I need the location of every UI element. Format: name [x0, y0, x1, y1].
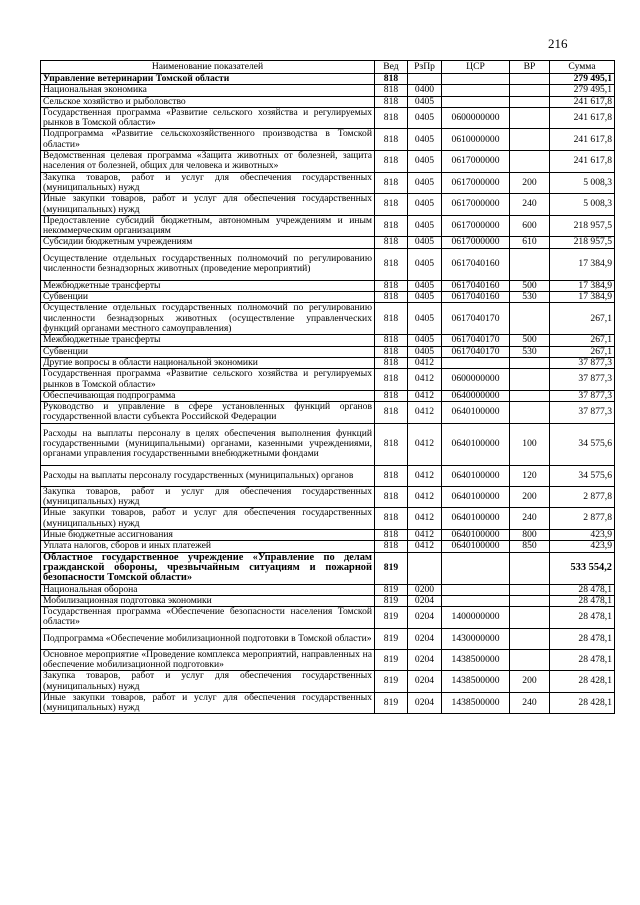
row-vr: 530 [510, 292, 550, 303]
row-rzpr: 0412 [408, 529, 442, 540]
row-csr: 0617000000 [442, 151, 510, 173]
row-ved: 818 [375, 369, 408, 391]
row-ved: 818 [375, 96, 408, 107]
table-row [41, 172, 615, 194]
row-name: Сельское хозяйство и рыболовство [41, 96, 375, 107]
row-csr: 0617040160 [442, 280, 510, 291]
row-ved: 818 [375, 215, 408, 237]
table-row [41, 357, 615, 368]
row-vr: 240 [510, 508, 550, 530]
row-name: Закупка товаров, работ и услуг для обеспечения государственных (муниципальных) нужд [41, 671, 375, 693]
row-ved: 818 [375, 172, 408, 194]
row-ved: 818 [375, 402, 408, 424]
row-rzpr: 0405 [408, 346, 442, 357]
row-name: Расходы на выплаты персоналу государственных (муниципальных) органов [41, 465, 375, 486]
row-vr [510, 607, 550, 629]
row-rzpr: 0204 [408, 595, 442, 606]
row-ved: 818 [375, 335, 408, 346]
row-sum: 423,9 [550, 541, 615, 552]
row-name: Закупка товаров, работ и услуг для обеспечения государственных (муниципальных) нужд [41, 172, 375, 194]
table-row [41, 303, 615, 335]
row-rzpr: 0204 [408, 692, 442, 714]
table-row [41, 671, 615, 693]
table-row [41, 529, 615, 540]
row-name: Предоставление субсидий бюджетным, автономным учреждениям и иным некоммерческим организациям [41, 215, 375, 237]
row-vr [510, 649, 550, 671]
row-rzpr: 0405 [408, 237, 442, 248]
row-vr: 200 [510, 486, 550, 508]
row-name: Областное государственное учреждение «Управление по делам гражданской обороны, чрезвычайным ситуациям и пожарной безопасности Томской области» [41, 552, 375, 584]
row-ved: 818 [375, 423, 408, 465]
table-row [41, 151, 615, 173]
row-csr: 0617000000 [442, 194, 510, 216]
row-vr: 240 [510, 692, 550, 714]
row-rzpr [408, 552, 442, 584]
row-rzpr: 0405 [408, 96, 442, 107]
row-vr [510, 552, 550, 584]
row-rzpr: 0412 [408, 390, 442, 401]
row-csr: 0640100000 [442, 508, 510, 530]
row-name: Субсидии бюджетным учреждениям [41, 237, 375, 248]
row-vr [510, 107, 550, 129]
row-vr [510, 628, 550, 649]
row-ved: 818 [375, 151, 408, 173]
row-ved: 818 [375, 303, 408, 335]
row-name: Государственная программа «Обеспечение безопасности населения Томской области» [41, 607, 375, 629]
row-ved: 818 [375, 280, 408, 291]
row-csr: 0617040170 [442, 346, 510, 357]
row-vr: 500 [510, 335, 550, 346]
row-name: Государственная программа «Развитие сельского хозяйства и регулируемых рынков в Томской области» [41, 369, 375, 391]
row-ved: 818 [375, 248, 408, 280]
row-rzpr: 0412 [408, 486, 442, 508]
row-rzpr: 0405 [408, 248, 442, 280]
row-csr [442, 357, 510, 368]
row-ved: 819 [375, 607, 408, 629]
table-row [41, 423, 615, 465]
row-name: Национальная экономика [41, 85, 375, 96]
table-row [41, 129, 615, 151]
row-rzpr: 0405 [408, 194, 442, 216]
row-name: Подпрограмма «Развитие сельскохозяйственного производства в Томской области» [41, 129, 375, 151]
table-row [41, 369, 615, 391]
row-name: Иные закупки товаров, работ и услуг для обеспечения государственных (муниципальных) нужд [41, 508, 375, 530]
row-ved: 818 [375, 357, 408, 368]
row-name: Уплата налогов, сборов и иных платежей [41, 541, 375, 552]
row-sum: 34 575,6 [550, 423, 615, 465]
row-vr: 100 [510, 423, 550, 465]
row-rzpr: 0412 [408, 402, 442, 424]
row-rzpr: 0405 [408, 172, 442, 194]
row-csr: 0640100000 [442, 541, 510, 552]
row-csr: 1438500000 [442, 692, 510, 714]
row-csr: 0617000000 [442, 215, 510, 237]
table-row [41, 280, 615, 291]
row-sum: 218 957,5 [550, 215, 615, 237]
row-sum: 17 384,9 [550, 280, 615, 291]
row-vr [510, 402, 550, 424]
row-rzpr: 0204 [408, 671, 442, 693]
row-rzpr: 0412 [408, 541, 442, 552]
table-row [41, 595, 615, 606]
row-sum: 2 877,8 [550, 486, 615, 508]
row-sum: 267,1 [550, 346, 615, 357]
row-sum: 17 384,9 [550, 248, 615, 280]
row-csr: 0640100000 [442, 486, 510, 508]
row-vr [510, 357, 550, 368]
row-sum: 17 384,9 [550, 292, 615, 303]
row-csr: 0617040160 [442, 248, 510, 280]
table-body [41, 74, 615, 714]
row-csr: 0600000000 [442, 369, 510, 391]
row-ved: 818 [375, 194, 408, 216]
row-sum: 241 617,8 [550, 151, 615, 173]
row-rzpr: 0412 [408, 465, 442, 486]
row-vr [510, 369, 550, 391]
table-row [41, 390, 615, 401]
row-vr [510, 151, 550, 173]
table-row [41, 248, 615, 280]
table-row [41, 194, 615, 216]
row-sum: 37 877,3 [550, 402, 615, 424]
row-vr: 800 [510, 529, 550, 540]
row-csr: 1438500000 [442, 671, 510, 693]
row-sum: 218 957,5 [550, 237, 615, 248]
row-name: Мобилизационная подготовка экономики [41, 595, 375, 606]
row-csr: 0617040160 [442, 292, 510, 303]
row-csr: 0600000000 [442, 107, 510, 129]
table-row [41, 402, 615, 424]
row-vr: 200 [510, 671, 550, 693]
table-row [41, 292, 615, 303]
table-row [41, 465, 615, 486]
row-vr [510, 390, 550, 401]
table-row [41, 74, 615, 85]
table-row [41, 541, 615, 552]
row-sum: 2 877,8 [550, 508, 615, 530]
row-csr [442, 584, 510, 595]
row-vr [510, 303, 550, 335]
row-name: Осуществление отдельных государственных полномочий по регулированию численности безнадзорных животных (проведение мероприятий) [41, 248, 375, 280]
row-rzpr: 0405 [408, 292, 442, 303]
row-name: Закупка товаров, работ и услуг для обеспечения государственных (муниципальных) нужд [41, 486, 375, 508]
row-name: Подпрограмма «Обеспечение мобилизационной подготовки в Томской области» [41, 628, 375, 649]
row-csr [442, 595, 510, 606]
row-ved: 819 [375, 595, 408, 606]
row-csr: 0640100000 [442, 423, 510, 465]
row-sum: 28 478,1 [550, 584, 615, 595]
row-name: Иные бюджетные ассигнования [41, 529, 375, 540]
row-name: Другие вопросы в области национальной экономики [41, 357, 375, 368]
table-row [41, 107, 615, 129]
row-sum: 267,1 [550, 303, 615, 335]
row-csr: 0640100000 [442, 529, 510, 540]
row-rzpr: 0405 [408, 303, 442, 335]
row-csr: 1438500000 [442, 649, 510, 671]
row-vr [510, 96, 550, 107]
row-vr [510, 129, 550, 151]
row-ved: 819 [375, 649, 408, 671]
row-sum: 28 478,1 [550, 595, 615, 606]
row-name: Управление ветеринарии Томской области [41, 74, 375, 85]
row-ved: 819 [375, 671, 408, 693]
row-sum: 5 008,3 [550, 172, 615, 194]
row-sum: 37 877,3 [550, 369, 615, 391]
row-csr: 0640000000 [442, 390, 510, 401]
row-name: Руководство и управление в сфере установленных функций органов государственной власти субъекта Российской Федерации [41, 402, 375, 424]
row-vr [510, 595, 550, 606]
row-csr: 0617040170 [442, 303, 510, 335]
row-rzpr: 0405 [408, 280, 442, 291]
row-ved: 818 [375, 85, 408, 96]
table-row [41, 552, 615, 584]
row-vr: 530 [510, 346, 550, 357]
row-csr [442, 552, 510, 584]
row-vr: 120 [510, 465, 550, 486]
row-sum: 279 495,1 [550, 85, 615, 96]
row-sum: 34 575,6 [550, 465, 615, 486]
table-row [41, 628, 615, 649]
table-row [41, 96, 615, 107]
row-vr: 200 [510, 172, 550, 194]
row-name: Национальная оборона [41, 584, 375, 595]
row-sum: 533 554,2 [550, 552, 615, 584]
row-csr [442, 74, 510, 85]
row-name: Иные закупки товаров, работ и услуг для обеспечения государственных (муниципальных) нужд [41, 692, 375, 714]
row-rzpr: 0405 [408, 215, 442, 237]
row-csr [442, 85, 510, 96]
row-ved: 818 [375, 107, 408, 129]
row-name: Иные закупки товаров, работ и услуг для обеспечения государственных (муниципальных) нужд [41, 194, 375, 216]
row-ved: 818 [375, 508, 408, 530]
row-sum: 28 428,1 [550, 692, 615, 714]
row-ved: 819 [375, 584, 408, 595]
table-row [41, 335, 615, 346]
row-vr [510, 74, 550, 85]
row-rzpr: 0400 [408, 85, 442, 96]
header-rzpr: РзПр [408, 61, 442, 74]
table-row [41, 508, 615, 530]
row-csr: 1400000000 [442, 607, 510, 629]
row-ved: 819 [375, 692, 408, 714]
row-rzpr: 0405 [408, 335, 442, 346]
row-rzpr [408, 74, 442, 85]
row-sum: 241 617,8 [550, 107, 615, 129]
table-row [41, 692, 615, 714]
row-csr: 0640100000 [442, 465, 510, 486]
row-ved: 818 [375, 541, 408, 552]
row-name: Государственная программа «Развитие сельского хозяйства и регулируемых рынков в Томской области» [41, 107, 375, 129]
table-row [41, 237, 615, 248]
row-csr [442, 96, 510, 107]
row-name: Осуществление отдельных государственных полномочий по регулированию численности безнадзорных животных (осуществление управленческих функций органами местного самоуправления) [41, 303, 375, 335]
row-vr: 600 [510, 215, 550, 237]
row-csr: 0617040170 [442, 335, 510, 346]
row-name: Основное мероприятие «Проведение комплекса мероприятий, направленных на обеспечение мобилизационной подготовки» [41, 649, 375, 671]
row-vr: 610 [510, 237, 550, 248]
budget-table [40, 60, 615, 714]
header-ved: Вед [375, 61, 408, 74]
row-csr: 0617000000 [442, 237, 510, 248]
table-row [41, 607, 615, 629]
row-name: Ведомственная целевая программа «Защита животных от болезней, защита населения от болезней, общих для человека и животных» [41, 151, 375, 173]
row-sum: 241 617,8 [550, 96, 615, 107]
row-ved: 818 [375, 129, 408, 151]
row-sum: 423,9 [550, 529, 615, 540]
row-csr: 0617000000 [442, 172, 510, 194]
header-vr: ВР [510, 61, 550, 74]
row-name: Расходы на выплаты персоналу в целях обеспечения выполнения функций государственными (муниципальными) органами, казенными учреждениями, органами управления государственными внебюджетными фондами [41, 423, 375, 465]
row-ved: 818 [375, 465, 408, 486]
row-vr: 850 [510, 541, 550, 552]
row-rzpr: 0204 [408, 607, 442, 629]
row-name: Субвенции [41, 292, 375, 303]
row-vr [510, 248, 550, 280]
row-ved: 818 [375, 74, 408, 85]
row-ved: 818 [375, 390, 408, 401]
row-vr: 240 [510, 194, 550, 216]
page-number: 216 [548, 36, 568, 51]
row-sum: 279 495,1 [550, 74, 615, 85]
row-sum: 37 877,3 [550, 357, 615, 368]
table-row [41, 215, 615, 237]
row-sum: 37 877,3 [550, 390, 615, 401]
table-row [41, 584, 615, 595]
row-sum: 267,1 [550, 335, 615, 346]
row-vr: 500 [510, 280, 550, 291]
row-rzpr: 0200 [408, 584, 442, 595]
row-ved: 818 [375, 292, 408, 303]
row-sum: 241 617,8 [550, 129, 615, 151]
row-ved: 818 [375, 529, 408, 540]
row-ved: 818 [375, 346, 408, 357]
row-vr [510, 85, 550, 96]
row-rzpr: 0204 [408, 649, 442, 671]
row-sum: 28 478,1 [550, 628, 615, 649]
row-csr: 1430000000 [442, 628, 510, 649]
row-sum: 5 008,3 [550, 194, 615, 216]
row-rzpr: 0405 [408, 129, 442, 151]
row-rzpr: 0405 [408, 107, 442, 129]
row-rzpr: 0412 [408, 423, 442, 465]
table-row [41, 85, 615, 96]
row-rzpr: 0412 [408, 508, 442, 530]
row-rzpr: 0412 [408, 369, 442, 391]
header-csr: ЦСР [442, 61, 510, 74]
row-sum: 28 478,1 [550, 649, 615, 671]
row-ved: 819 [375, 552, 408, 584]
row-rzpr: 0405 [408, 151, 442, 173]
row-name: Межбюджетные трансферты [41, 335, 375, 346]
row-vr [510, 584, 550, 595]
table-row [41, 649, 615, 671]
row-sum: 28 428,1 [550, 671, 615, 693]
row-ved: 818 [375, 486, 408, 508]
row-sum: 28 478,1 [550, 607, 615, 629]
row-name: Межбюджетные трансферты [41, 280, 375, 291]
row-csr: 0640100000 [442, 402, 510, 424]
header-sum: Сумма [550, 61, 615, 74]
row-ved: 819 [375, 628, 408, 649]
row-rzpr: 0412 [408, 357, 442, 368]
header-name: Наименование показателей [41, 61, 375, 74]
table-row [41, 486, 615, 508]
table-row [41, 346, 615, 357]
row-csr: 0610000000 [442, 129, 510, 151]
row-name: Обеспечивающая подпрограмма [41, 390, 375, 401]
table-header-row [41, 61, 615, 74]
row-ved: 818 [375, 237, 408, 248]
row-rzpr: 0204 [408, 628, 442, 649]
row-name: Субвенции [41, 346, 375, 357]
